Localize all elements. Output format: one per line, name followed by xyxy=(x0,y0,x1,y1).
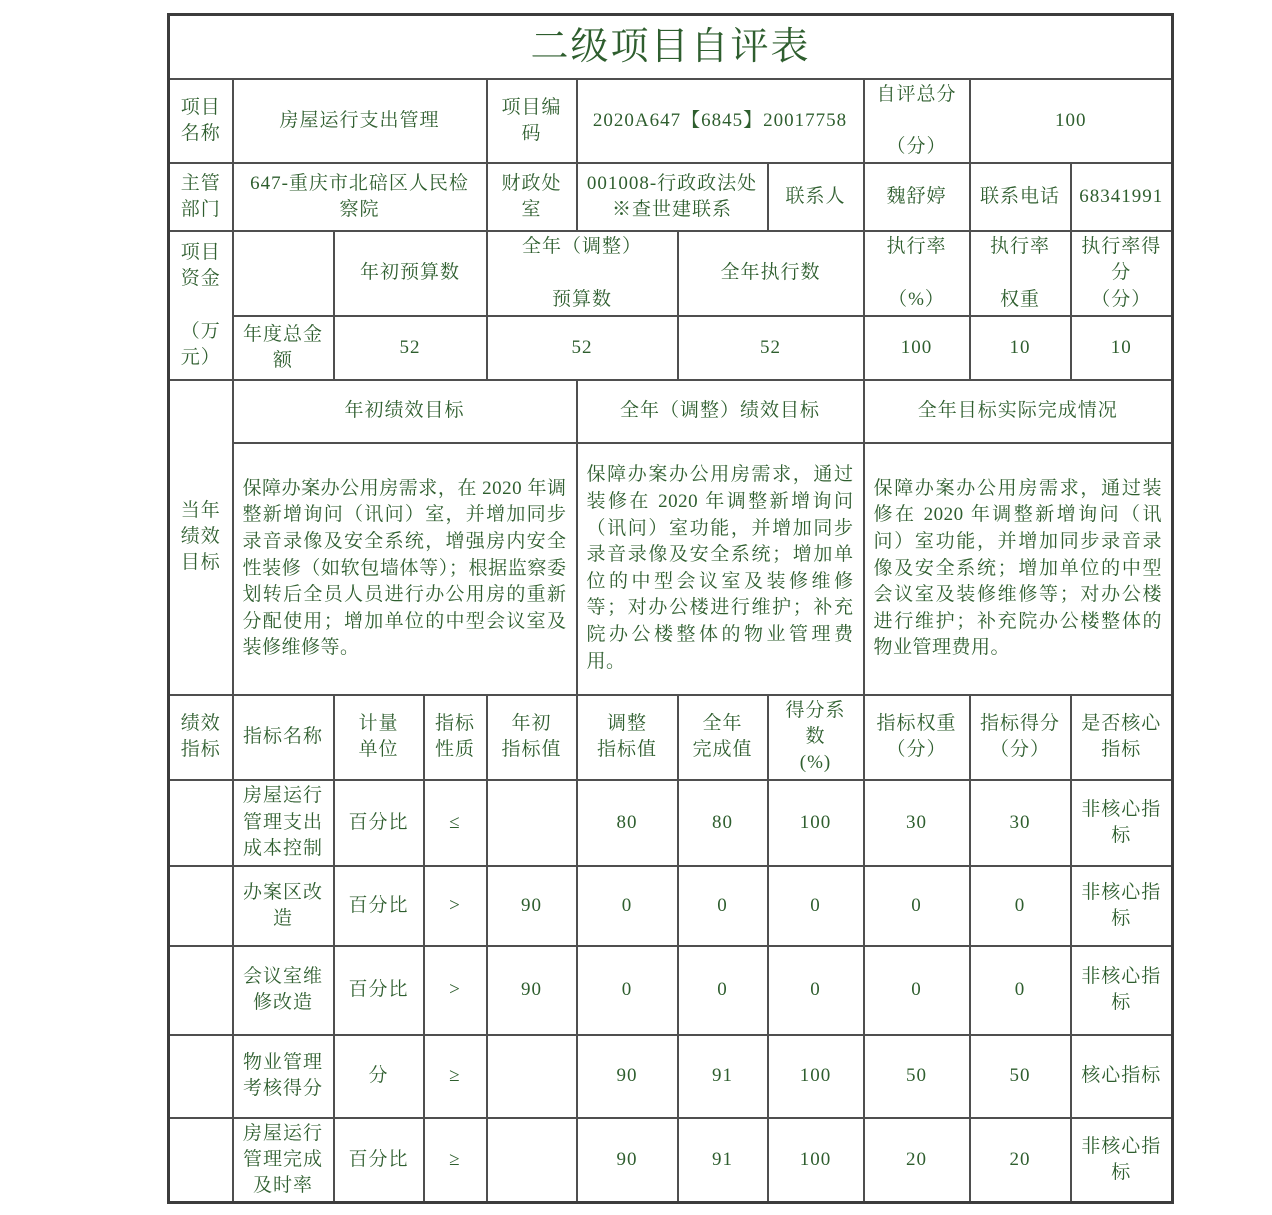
indicator-row-left-cell xyxy=(169,1035,233,1118)
indicator-completed: 80 xyxy=(678,780,768,866)
indicator-weight: 0 xyxy=(864,866,970,946)
indicator-weight: 20 xyxy=(864,1118,970,1203)
indicators-col-completed: 全年 完成值 xyxy=(678,695,768,780)
goals-actual-text: 保障办案办公用房需求，通过装修在 2020 年调整新增询问（讯问）室功能，并增加同步录音录像及安全系统；增加单位的中型会议室及装修维修等；对办公楼进行维护；补充院办公楼整体的物业管理费用。 xyxy=(864,443,1173,695)
funds-col-exec-rate: 执行率 （%） xyxy=(864,231,970,316)
indicator-coefficient: 100 xyxy=(768,780,864,866)
indicator-name: 会议室维 修改造 xyxy=(233,946,334,1035)
indicator-row xyxy=(169,1035,1173,1118)
indicator-core: 非核心指 标 xyxy=(1071,946,1173,1035)
indicator-adjusted: 80 xyxy=(577,780,678,866)
indicator-unit: 百分比 xyxy=(334,946,424,1035)
finance-office-label: 财政处 室 xyxy=(487,163,577,231)
indicators-col-core: 是否核心 指标 xyxy=(1071,695,1173,780)
indicator-adjusted: 0 xyxy=(577,866,678,946)
indicator-unit: 百分比 xyxy=(334,1118,424,1203)
indicators-col-unit: 计量 单位 xyxy=(334,695,424,780)
contact-value: 魏舒婷 xyxy=(864,163,970,231)
funds-section-label: 项目 资金 （万 元） xyxy=(169,231,233,380)
indicator-coefficient: 100 xyxy=(768,1035,864,1118)
form-table xyxy=(167,13,1174,1204)
goals-col-actual: 全年目标实际完成情况 xyxy=(864,380,1173,443)
indicator-coefficient: 0 xyxy=(768,866,864,946)
funds-col-exec-score: 执行率得 分 （分） xyxy=(1071,231,1173,316)
indicators-section-label: 绩效 指标 xyxy=(169,695,233,780)
indicator-adjusted: 90 xyxy=(577,1035,678,1118)
indicator-completed: 0 xyxy=(678,866,768,946)
indicator-completed: 0 xyxy=(678,946,768,1035)
indicator-adjusted: 0 xyxy=(577,946,678,1035)
indicators-col-name: 指标名称 xyxy=(233,695,334,780)
funds-col-exec-weight: 执行率 权重 xyxy=(970,231,1071,316)
indicator-row xyxy=(169,866,1173,946)
annual-total-label: 年度总金 额 xyxy=(233,316,334,380)
project-code-value: 2020A647【6845】20017758 xyxy=(577,79,864,164)
indicator-unit: 分 xyxy=(334,1035,424,1118)
indicator-row xyxy=(169,1118,1173,1203)
contact-label: 联系人 xyxy=(768,163,864,231)
indicator-initial xyxy=(487,1118,577,1203)
indicator-nature: > xyxy=(424,946,487,1035)
funds-blank-cell xyxy=(233,231,334,316)
goals-section-label: 当年 绩效 目标 xyxy=(169,380,233,695)
goals-initial-text: 保障办案办公用房需求，在 2020 年调整新增询问（讯问）室，并增加同步录音录像及安全系统，增强房内安全性装修（如软包墙体等）；根据监察委划转后全员人员进行办公用房的重新分配使用；增加单位的中型会议室及装修维修等。 xyxy=(233,443,577,695)
project-name-label: 项目 名称 xyxy=(169,79,233,164)
indicator-nature: > xyxy=(424,866,487,946)
indicator-completed: 91 xyxy=(678,1118,768,1203)
indicator-score: 0 xyxy=(970,946,1071,1035)
indicator-row-left-cell xyxy=(169,780,233,866)
funds-col-executed: 全年执行数 xyxy=(678,231,864,316)
project-name-value: 房屋运行支出管理 xyxy=(233,79,487,164)
phone-value: 68341991 xyxy=(1071,163,1173,231)
annual-initial-budget: 52 xyxy=(334,316,487,380)
indicators-col-coefficient: 得分系 数 (%) xyxy=(768,695,864,780)
indicator-completed: 91 xyxy=(678,1035,768,1118)
indicator-name: 办案区改 造 xyxy=(233,866,334,946)
indicator-nature: ≥ xyxy=(424,1118,487,1203)
indicator-initial xyxy=(487,1035,577,1118)
department-label: 主管 部门 xyxy=(169,163,233,231)
indicator-row-left-cell xyxy=(169,946,233,1035)
goals-col-initial: 年初绩效目标 xyxy=(233,380,577,443)
annual-exec-rate: 100 xyxy=(864,316,970,380)
indicator-initial: 90 xyxy=(487,866,577,946)
indicator-initial: 90 xyxy=(487,946,577,1035)
indicator-core: 核心指标 xyxy=(1071,1035,1173,1118)
annual-adjusted-budget: 52 xyxy=(487,316,678,380)
goals-adjusted-text: 保障办案办公用房需求，通过装修在 2020 年调整新增询问（讯问）室功能，并增加同步录音录像及安全系统；增加单位的中型会议室及装修维修等；对办公楼进行维护；补充院办公楼整体的物业管理费用。 xyxy=(577,443,864,695)
indicator-unit: 百分比 xyxy=(334,866,424,946)
indicator-nature: ≥ xyxy=(424,1035,487,1118)
indicators-col-nature: 指标 性质 xyxy=(424,695,487,780)
funds-col-initial-budget: 年初预算数 xyxy=(334,231,487,316)
indicator-score: 0 xyxy=(970,866,1071,946)
annual-exec-weight: 10 xyxy=(970,316,1071,380)
indicator-unit: 百分比 xyxy=(334,780,424,866)
annual-exec-score: 10 xyxy=(1071,316,1173,380)
indicators-col-adjusted: 调整 指标值 xyxy=(577,695,678,780)
finance-office-value: 001008-行政政法处 ※查世建联系 xyxy=(577,163,768,231)
annual-executed: 52 xyxy=(678,316,864,380)
indicator-coefficient: 100 xyxy=(768,1118,864,1203)
indicator-name: 房屋运行 管理支出 成本控制 xyxy=(233,780,334,866)
indicator-core: 非核心指 标 xyxy=(1071,1118,1173,1203)
indicator-name: 物业管理 考核得分 xyxy=(233,1035,334,1118)
indicators-col-weight: 指标权重 （分） xyxy=(864,695,970,780)
indicator-name: 房屋运行 管理完成 及时率 xyxy=(233,1118,334,1203)
department-value: 647-重庆市北碚区人民检 察院 xyxy=(233,163,487,231)
indicator-score: 20 xyxy=(970,1118,1071,1203)
indicator-weight: 50 xyxy=(864,1035,970,1118)
self-score-value: 100 xyxy=(970,79,1173,164)
indicator-initial xyxy=(487,780,577,866)
indicator-adjusted: 90 xyxy=(577,1118,678,1203)
indicator-nature: ≤ xyxy=(424,780,487,866)
indicator-row-left-cell xyxy=(169,1118,233,1203)
indicator-coefficient: 0 xyxy=(768,946,864,1035)
indicator-row xyxy=(169,780,1173,866)
indicator-core: 非核心指 标 xyxy=(1071,866,1173,946)
indicator-row-left-cell xyxy=(169,866,233,946)
indicator-score: 50 xyxy=(970,1035,1071,1118)
indicator-weight: 30 xyxy=(864,780,970,866)
indicators-col-score: 指标得分 （分） xyxy=(970,695,1071,780)
indicator-core: 非核心指 标 xyxy=(1071,780,1173,866)
self-evaluation-form xyxy=(167,13,1174,1204)
form-title: 二级项目自评表 xyxy=(169,15,1173,79)
indicator-row xyxy=(169,946,1173,1035)
goals-col-adjusted: 全年（调整）绩效目标 xyxy=(577,380,864,443)
indicators-col-initial: 年初 指标值 xyxy=(487,695,577,780)
project-code-label: 项目编 码 xyxy=(487,79,577,164)
indicator-score: 30 xyxy=(970,780,1071,866)
phone-label: 联系电话 xyxy=(970,163,1071,231)
indicator-weight: 0 xyxy=(864,946,970,1035)
self-score-label: 自评总分 （分） xyxy=(864,79,970,164)
funds-col-adjusted-budget: 全年（调整） 预算数 xyxy=(487,231,678,316)
